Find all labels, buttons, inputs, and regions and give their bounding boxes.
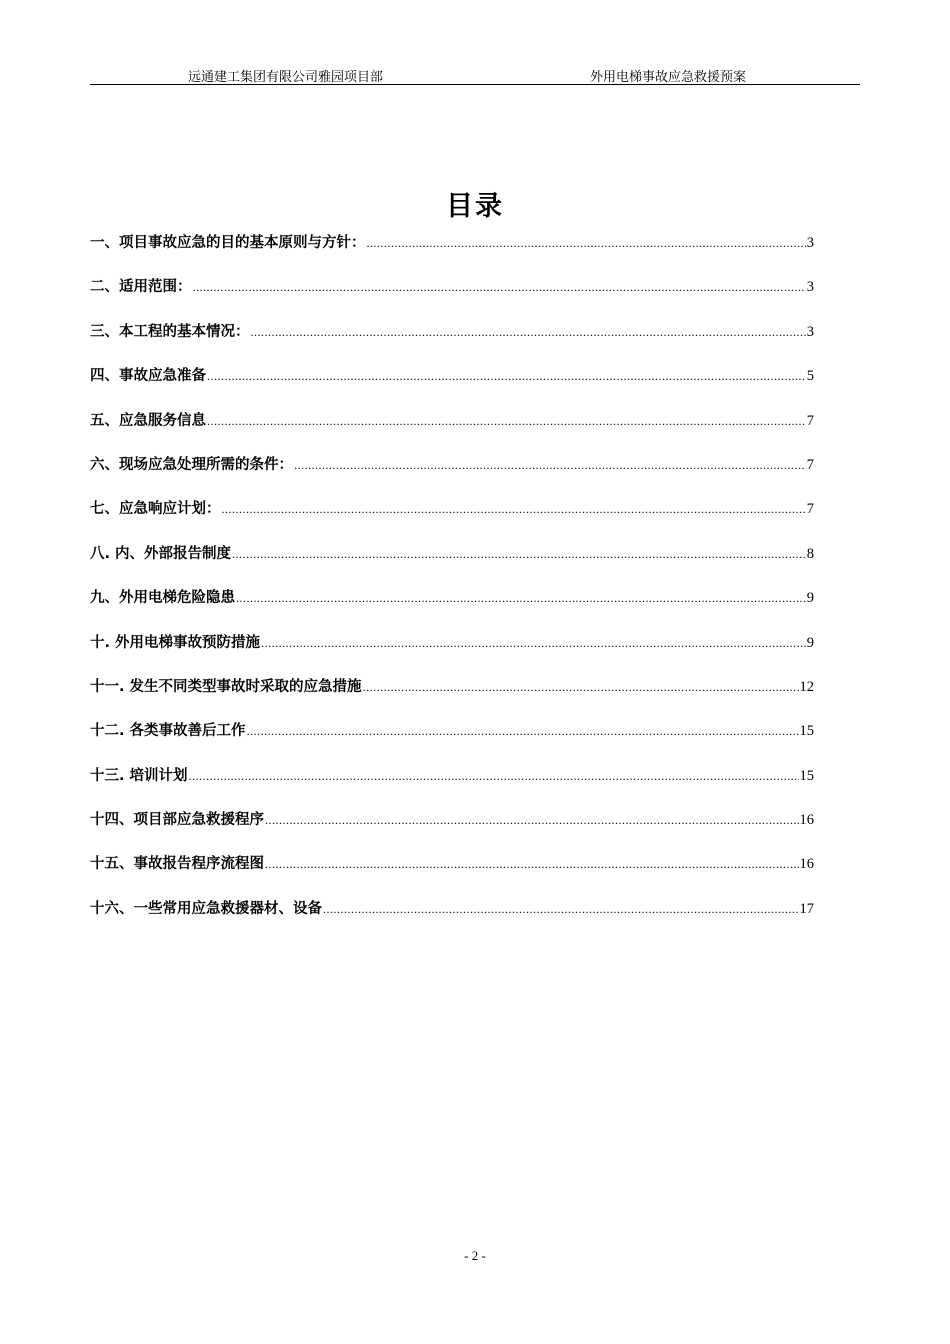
toc-entry-label: 二、适用范围： xyxy=(90,279,192,296)
toc-entry-page: 15 xyxy=(799,767,814,784)
toc-entry-label: 十一. 发生不同类型事故时采取的应急措施 xyxy=(90,678,362,695)
toc-entry[interactable] xyxy=(90,453,814,497)
toc-entry-label: 四、事故应急准备 xyxy=(90,368,206,385)
page-number: - 2 - xyxy=(464,1248,486,1263)
toc-leader-dots xyxy=(251,325,806,340)
toc-entry-page: 7 xyxy=(806,501,814,518)
toc-leader-dots xyxy=(265,813,799,828)
toc-entry-label: 十五、事故报告程序流程图 xyxy=(90,856,264,873)
header-document-title: 外用电梯事故应急救援预案 xyxy=(590,70,747,85)
toc-entry-page: 3 xyxy=(806,235,814,251)
toc-leader-dots xyxy=(265,857,799,872)
toc-entry-page: 16 xyxy=(799,812,814,829)
toc-leader-dots xyxy=(207,369,806,384)
toc-entry-page: 17 xyxy=(799,900,814,917)
toc-entry-label: 一、项目事故应急的目的基本原则与方针： xyxy=(90,235,366,251)
toc-entry-page: 12 xyxy=(799,678,814,695)
toc-title: 目录 xyxy=(446,191,504,222)
toc-entry-page: 3 xyxy=(806,279,814,296)
toc-leader-dots xyxy=(323,902,799,917)
toc-leader-dots xyxy=(367,236,806,251)
toc-leader-dots xyxy=(261,636,806,651)
header-company: 远通建工集团有限公司雅园项目部 xyxy=(188,70,384,85)
toc-entry-label: 五、应急服务信息 xyxy=(90,412,206,429)
toc-entry-page: 7 xyxy=(806,456,814,473)
toc-entry-page: 3 xyxy=(806,323,814,340)
toc-entry-label: 三、本工程的基本情况： xyxy=(90,323,250,340)
toc-entry-label: 十六、一些常用应急救援器材、设备 xyxy=(90,900,322,917)
toc-entry[interactable] xyxy=(90,631,814,675)
toc-entry-page: 9 xyxy=(806,634,814,651)
toc-entry-label: 六、现场应急处理所需的条件： xyxy=(90,456,293,473)
toc-entry-label: 十三. 培训计划 xyxy=(90,767,188,784)
toc-entry-page: 15 xyxy=(799,723,814,740)
toc-leader-dots xyxy=(207,414,806,429)
toc-entry[interactable] xyxy=(90,497,814,541)
toc-entry[interactable] xyxy=(90,542,814,586)
toc-entry[interactable] xyxy=(90,719,814,763)
toc-leader-dots xyxy=(189,769,799,784)
toc-entry[interactable] xyxy=(90,675,814,719)
toc-entry[interactable] xyxy=(90,231,814,275)
toc-leader-dots xyxy=(236,591,806,606)
toc-entry[interactable] xyxy=(90,320,814,364)
table-of-contents xyxy=(90,231,814,941)
toc-entry-label: 十. 外用电梯事故预防措施 xyxy=(90,634,261,651)
toc-entry-label: 九、外用电梯危险隐患 xyxy=(90,590,235,607)
toc-entry-page: 8 xyxy=(806,545,814,562)
toc-entry-label: 十二. 各类事故善后工作 xyxy=(90,723,246,740)
toc-entry[interactable] xyxy=(90,764,814,808)
toc-leader-dots xyxy=(222,502,806,517)
toc-leader-dots xyxy=(193,280,806,295)
toc-entry-label: 十四、项目部应急救援程序 xyxy=(90,812,264,829)
toc-entry-page: 16 xyxy=(799,856,814,873)
toc-entry-label: 八. 内、外部报告制度 xyxy=(90,545,232,562)
toc-leader-dots xyxy=(247,724,799,739)
toc-entry[interactable] xyxy=(90,808,814,852)
toc-entry[interactable] xyxy=(90,852,814,896)
toc-entry[interactable] xyxy=(90,275,814,319)
page-header xyxy=(90,62,860,85)
toc-leader-dots xyxy=(363,680,799,695)
toc-entry-page: 7 xyxy=(806,412,814,429)
toc-entry[interactable] xyxy=(90,897,814,941)
toc-entry[interactable] xyxy=(90,409,814,453)
toc-leader-dots xyxy=(232,547,806,562)
toc-entry-page: 9 xyxy=(806,590,814,607)
toc-entry-page: 5 xyxy=(806,368,814,385)
toc-entry-label: 七、应急响应计划： xyxy=(90,501,221,518)
toc-entry[interactable] xyxy=(90,364,814,408)
toc-leader-dots xyxy=(294,458,806,473)
toc-entry[interactable] xyxy=(90,586,814,630)
